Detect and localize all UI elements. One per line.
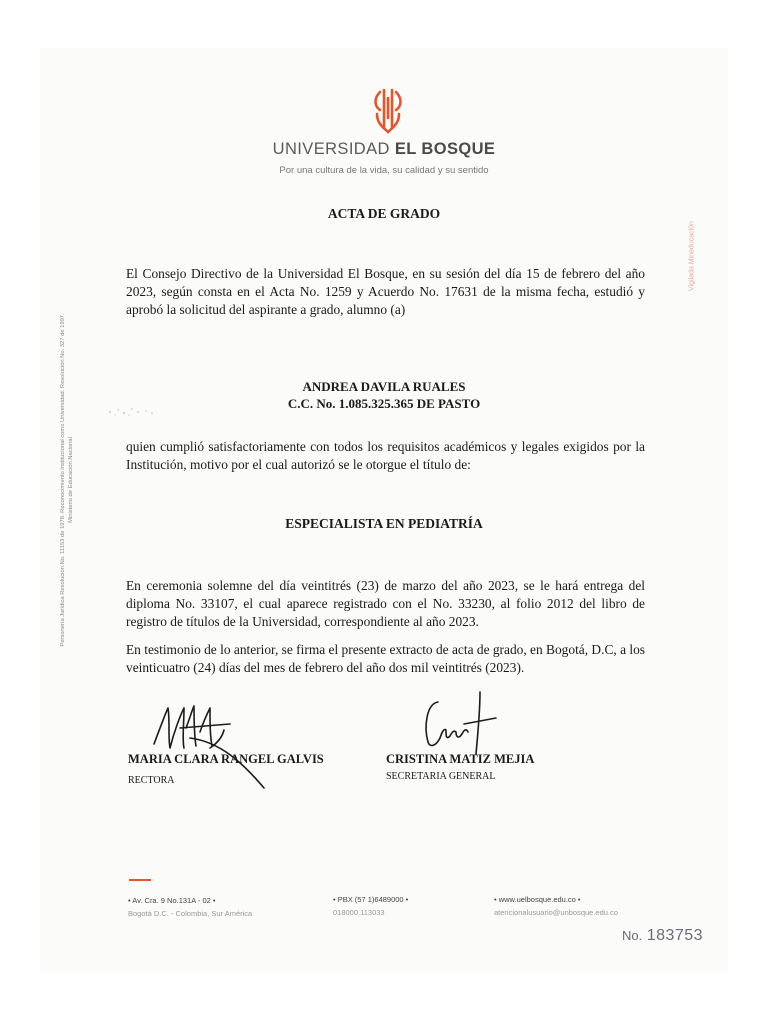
signatory-name: MARIA CLARA RANGEL GALVIS — [128, 752, 324, 766]
graduate-name: ANDREA DAVILA RUALES — [302, 379, 466, 394]
university-crest-icon — [370, 88, 406, 136]
university-name-bold: EL BOSQUE — [394, 140, 496, 158]
tagline: Por una cultura de la vida, su calidad y su sentido — [279, 165, 489, 176]
signatory-role: RECTORA — [128, 775, 175, 786]
ink-smudge — [104, 404, 164, 418]
document-number-label: No. — [622, 928, 643, 943]
footer-phone — [333, 893, 408, 919]
email-link[interactable]: atencionalusuario@unbosque.edu.co — [494, 908, 618, 917]
address-city: Bogotá D.C. - Colombia, Sur América — [128, 909, 253, 918]
testimony-paragraph: En testimonio de lo anterior, se firma el presente extracto de acta de grado, en Bogotá, D.C, a los veinticuatro (24) días del mes de febrero del año dos mil veintitrés (2023). — [126, 642, 645, 675]
university-name — [0, 140, 768, 159]
legal-side-note-line2: Ministerio de Educación Nacional — [68, 437, 74, 523]
certificate-sheet — [40, 48, 728, 972]
vigilada-side-note: Vigilada Mineducación — [688, 221, 696, 291]
phone-line: • PBX (57 1)6489000 • — [333, 895, 409, 904]
requirements-paragraph: quien cumplió satisfactoriamente con todos los requisitos académicos y legales exigidos por la Institución, motivo por el cual autorizó se le otorgue el título de: — [126, 439, 645, 472]
address-line: • Av. Cra. 9 No.131A - 02 • — [128, 896, 216, 905]
intro-paragraph: El Consejo Directivo de la Universidad El Bosque, en su sesión del día 15 de febrero del año 2023, según consta en el Acta No. 1259 y Acuerdo No. 17631 de la misma fecha, estudió y aprobó la solicitud del aspirante a grado, alumno (a) — [126, 266, 645, 317]
secretary-signature-icon — [420, 688, 510, 758]
document-number — [622, 927, 703, 945]
degree-title: ESPECIALISTA EN PEDIATRÍA — [285, 516, 483, 531]
footer-web — [494, 893, 618, 919]
document-number-value: 183753 — [646, 927, 704, 944]
document-title: ACTA DE GRADO — [327, 206, 441, 221]
legal-side-note — [59, 280, 75, 680]
footer-address — [128, 894, 252, 920]
graduate-id: C.C. No. 1.085.325.365 DE PASTO — [287, 396, 481, 411]
legal-side-note-line1: Personería Jurídica Resolución No. 11153 de 1978. Reconocimiento institucional como Universidad. Resolución No. 327 de 1997. — [60, 313, 66, 647]
signatory-name: CRISTINA MATIZ MEJIA — [386, 752, 535, 766]
phone-tollfree: 018000 113033 — [333, 908, 385, 917]
university-name-light: UNIVERSIDAD — [272, 140, 390, 158]
ceremony-paragraph: En ceremonia solemne del día veintitrés (23) de marzo del año 2023, se le hará entrega del diploma No. 33107, el cual aparece registrado con el No. 33230, al folio 2012 del libro de registro de títulos de la Universidad, correspondiente al año 2023. — [126, 578, 645, 629]
website-link[interactable]: • www.uelbosque.edu.co • — [494, 895, 581, 904]
footer-accent-line — [129, 879, 151, 881]
signatory-role: SECRETARIA GENERAL — [386, 771, 496, 782]
